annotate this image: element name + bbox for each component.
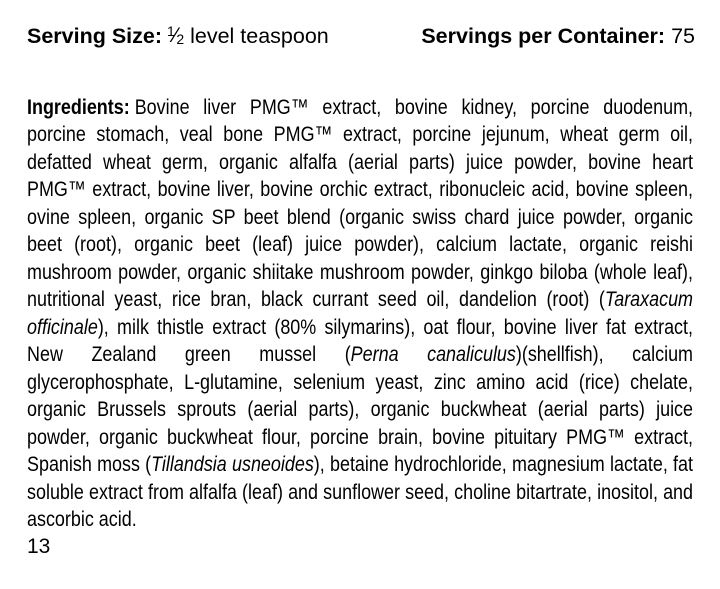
servings-per-container-value: 75 bbox=[671, 24, 695, 48]
ingredients-text bbox=[27, 95, 693, 532]
servings-per-container-label: Servings per Container: bbox=[421, 24, 666, 48]
ingredients-paragraph bbox=[27, 94, 693, 534]
ingredients-label: Ingredients: bbox=[27, 94, 130, 119]
ingredient-text-segment: Perna canaliculus bbox=[350, 342, 516, 366]
serving-size-label: Serving Size: bbox=[27, 24, 163, 48]
fraction-numerator: 1 bbox=[167, 23, 175, 39]
ingredient-text-segment: Taraxacum officinale bbox=[27, 287, 694, 339]
ingredient-text-segment: )(shellfish), calcium glycerophosphate, L-glutamine, selenium yeast, zinc amino acid (rice) chelate, organic Brussels sprouts (aerial parts), organic buckwheat (aerial parts) juice powder, organic buckwheat flour, porcine brain, bovine pituitary PMG™ extract, Spanish moss ( bbox=[27, 342, 694, 476]
ingredient-text-segment: ), betaine hydrochloride, magnesium lactate, fat soluble extract from alfalfa (leaf) and sunflower seed, choline bitartrate, inositol, and ascorbic acid. bbox=[27, 452, 694, 531]
serving-info-row bbox=[27, 23, 695, 51]
serving-size bbox=[27, 23, 329, 51]
fraction-denominator: 2 bbox=[176, 31, 185, 47]
servings-per-container bbox=[421, 23, 695, 49]
serving-size-value bbox=[167, 24, 329, 48]
ingredient-text-segment: ), milk thistle extract (80% silymarins), oat flour, bovine liver fat extract, New Zealand green mussel ( bbox=[27, 314, 694, 366]
page-number: 13 bbox=[27, 535, 51, 558]
ingredient-text-segment: Bovine liver PMG™ extract, bovine kidney, porcine duodenum, porcine stomach, veal bone PMG™ extract, porcine jejunum, wheat germ oil, defatted wheat germ, organic alfalfa (aerial parts) juice powder, bovine heart PMG™ extract, bovine liver, bovine orchic extract, ribonucleic acid, bovine spleen, ovine spleen, organic SP beet blend (organic swiss chard juice powder, organic beet (root), organic beet (leaf) juice powder), calcium lactate, organic reishi mushroom powder, organic shiitake mushroom powder, ginkgo biloba (whole leaf), nutritional yeast, rice bran, black currant seed oil, dandelion (root) ( bbox=[27, 94, 694, 311]
ingredient-text-segment: Tillandsia usneoides bbox=[151, 452, 314, 476]
serving-size-unit: level teaspoon bbox=[184, 24, 329, 48]
fraction-slash: ⁄ bbox=[173, 24, 178, 47]
